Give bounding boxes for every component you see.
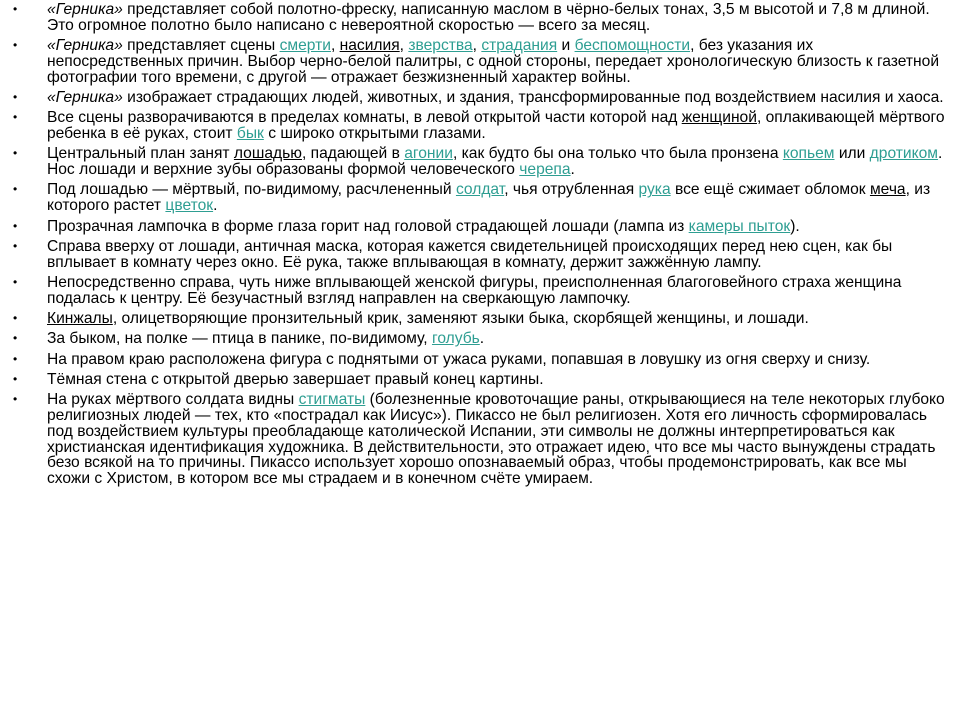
term-link[interactable]: камеры пыток	[688, 217, 791, 235]
text-run: , олицетворяющие пронзительный крик, заменяют языки быка, скорбящей женщины, и лошади.	[112, 310, 809, 328]
bullet-text	[47, 37, 939, 86]
text-run: представляет собой полотно-фреску, написанную маслом в чёрно-белых тонах, 3,5 м высотой и 7,8 м длиной. Это огромное полотно было написано с невероятной скоростью — всего за месяц.	[47, 1, 930, 34]
bullet-marker: •	[13, 38, 18, 53]
bullet-item	[13, 146, 948, 178]
bullet-marker: •	[13, 392, 18, 407]
bullet-text	[47, 218, 800, 235]
bullet-list	[13, 2, 948, 492]
bullet-marker: •	[13, 2, 18, 16]
text-run: изображает страдающих людей, животных, и здания, трансформированные под воздействием насилия и хаоса.	[122, 88, 944, 106]
bullet-marker: •	[13, 311, 18, 326]
text-run: Прозрачная лампочка в форме глаза горит над головой страдающей лошади (лампа из	[47, 217, 689, 235]
text-run: . Нос лошади и верхние зубы образованы формой человеческого	[47, 145, 943, 179]
italic-title: «Герника»	[47, 88, 123, 106]
bullet-marker: •	[13, 110, 18, 125]
bullet-item	[13, 239, 948, 271]
text-run: , без указания их непосредственных причин. Выбор черно-белой палитры, с одной стороны, передает хронологическую близость к газетной фотографии того времени, с другой — отражает безжизненный характер войны.	[47, 37, 940, 86]
underlined-term: меча	[869, 181, 906, 199]
text-run: представляет сцены	[122, 37, 280, 55]
text-run: .	[213, 197, 218, 215]
bullet-text	[47, 274, 901, 307]
bullet-text	[47, 1, 930, 34]
text-run: и	[557, 37, 575, 55]
term-link[interactable]: голубь	[431, 330, 480, 348]
bullet-text	[47, 145, 942, 178]
text-run: Под лошадью — мёртвый, по-видимому, расчлененный	[47, 181, 456, 199]
text-run: ,	[472, 37, 482, 55]
text-run: Справа вверху от лошади, античная маска, которая кажется свидетельницей происходящих перед нею сцен, как бы вплывает в комнату через окно. Её рука, также вплывающая в комнату, держит зажжённую лампу.	[47, 237, 893, 271]
bullet-item	[13, 275, 948, 307]
bullet-item	[13, 352, 948, 368]
bullet-text	[47, 89, 944, 106]
term-link[interactable]: страдания	[481, 37, 558, 55]
bullet-text	[47, 371, 544, 388]
bullet-text	[47, 351, 870, 368]
text-run: , оплакивающей мёртвого ребенка в её руках, стоит	[47, 109, 945, 143]
text-run: За быком, на полке — птица в панике, по-видимому,	[47, 330, 432, 348]
bullet-marker: •	[13, 89, 18, 104]
bullet-text	[47, 310, 809, 327]
bullet-marker: •	[13, 238, 18, 253]
underlined-term: лошадью	[233, 145, 302, 163]
bullet-marker: •	[13, 146, 18, 161]
bullet-marker: •	[13, 371, 18, 386]
underlined-term: насилия	[339, 37, 400, 55]
term-link[interactable]: черепа	[519, 161, 571, 179]
bullet-text	[47, 181, 930, 214]
text-run: , из которого растет	[47, 181, 931, 215]
term-link[interactable]: агонии	[404, 145, 453, 163]
term-link[interactable]: цветок	[165, 197, 214, 215]
text-run: , чья отрубленная	[504, 181, 639, 199]
text-run: ).	[790, 217, 800, 235]
text-run: (болезненные кровоточащие раны, открывающиеся на теле некоторых глубоко религиозных людей — тех, кто «пострадал как Иисус»). Пикассо не был религиозен. Хотя его личность сформировалась под воздействием культуры преобладающе католической Испании, эти символы не должны интерпретироваться как христианская идентификация художника. В действительности, это отражает идею, что все мы часто вынуждены страдать безо всякой на то причины. Пикассо использует хорошо опознаваемый образ, чтобы продемонстрировать, как все мы схожи с Христом, в котором все мы страдаем и в конечном счёте умираем.	[47, 391, 945, 488]
text-run: Тёмная стена с открытой дверью завершает правый конец картины.	[47, 370, 544, 388]
term-link[interactable]: рука	[638, 181, 671, 199]
text-run: ,	[399, 37, 409, 55]
term-link[interactable]: солдат	[455, 181, 505, 199]
text-run: .	[479, 330, 485, 348]
bullet-item	[13, 392, 948, 487]
term-link[interactable]: смерти	[279, 37, 331, 55]
text-run: Центральный план занят	[47, 145, 234, 163]
bullet-item	[13, 331, 948, 347]
term-link[interactable]: стигматы	[298, 391, 366, 409]
text-run: ,	[330, 37, 340, 55]
term-link[interactable]: бык	[236, 125, 264, 143]
text-run: На руках мёртвого солдата видны	[47, 391, 299, 409]
text-run: с широко открытыми глазами.	[263, 125, 486, 143]
text-run: Все сцены разворачиваются в пределах комнаты, в левой открытой части которой над	[47, 109, 682, 127]
text-run: На правом краю расположена фигура с поднятыми от ужаса руками, попавшая в ловушку из огня сверху и снизу.	[47, 350, 871, 368]
text-run: , как будто бы она только что была пронзена	[452, 145, 783, 163]
bullet-marker: •	[13, 182, 18, 197]
bullet-marker: •	[13, 274, 18, 289]
bullet-item	[13, 90, 948, 106]
term-link[interactable]: дротиком	[869, 145, 939, 163]
underlined-term: Кинжалы	[47, 310, 113, 328]
text-run: все ещё сжимает обломок	[670, 181, 870, 199]
bullet-item	[13, 372, 948, 388]
bullet-text	[47, 238, 892, 271]
bullet-item	[13, 182, 948, 214]
bullet-text	[47, 330, 484, 347]
bullet-marker: •	[13, 351, 18, 366]
bullet-item	[13, 219, 948, 235]
term-link[interactable]: беспомощности	[574, 37, 691, 55]
bullet-item	[13, 2, 948, 34]
italic-title: «Герника»	[47, 37, 123, 55]
bullet-item	[13, 110, 948, 142]
term-link[interactable]: зверства	[408, 37, 473, 55]
bullet-marker: •	[13, 218, 18, 233]
text-run: или	[834, 145, 870, 163]
text-run: Непосредственно справа, чуть ниже вплывающей женской фигуры, преисполненная благоговейного страха женщина подалась к центру. Её безучастный взгляд направлен на сверкающую лампочку.	[47, 273, 902, 307]
italic-title: «	[47, 1, 56, 18]
bullet-marker: •	[13, 331, 18, 346]
text-run: .	[570, 161, 575, 179]
bullet-text	[47, 391, 945, 487]
bullet-text	[47, 109, 945, 142]
bullet-item	[13, 38, 948, 85]
italic-title: Герника	[55, 1, 115, 18]
italic-title: »	[114, 1, 123, 18]
bullet-item	[13, 311, 948, 327]
text-run: , падающей в	[301, 145, 405, 163]
underlined-term: женщиной	[681, 109, 757, 127]
term-link[interactable]: копьем	[782, 145, 835, 163]
